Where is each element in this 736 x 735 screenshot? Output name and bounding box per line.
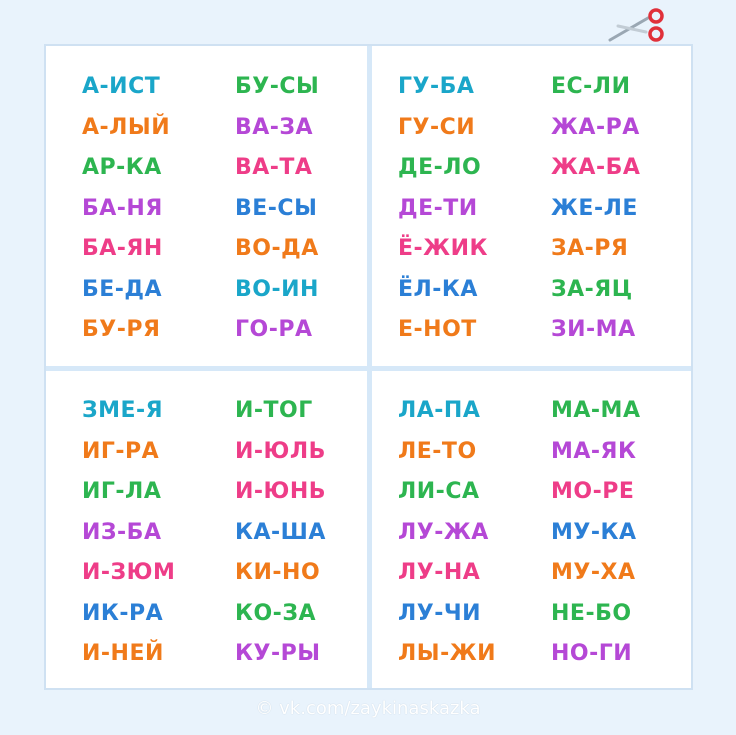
syllable-word: Ё-ЖИК — [398, 236, 488, 261]
syllable-word: ИЗ-БА — [82, 519, 162, 545]
syllable-word: БА-НЯ — [82, 195, 163, 221]
syllable-word: ИГ-РА — [82, 438, 160, 464]
syllable-word: ГО-РА — [235, 317, 313, 342]
syllable-word: И-ЮНЬ — [235, 479, 327, 504]
syllable-word: ГУ-БА — [398, 74, 475, 99]
syllable-word: А-ИСТ — [82, 74, 161, 99]
syllable-word: Е-НОТ — [398, 317, 477, 342]
syllable-word: ЛЫ-ЖИ — [398, 641, 497, 666]
syllable-word: ЗИ-МА — [551, 317, 636, 342]
syllable-word: ЖА-РА — [551, 114, 640, 140]
syllable-word: И-ЗЮМ — [82, 560, 176, 585]
syllable-word: ВО-ДА — [235, 236, 319, 261]
syllable-word: ЗА-ЯЦ — [551, 276, 633, 302]
syllable-word: ВО-ИН — [235, 276, 319, 302]
syllable-word: МО-РЕ — [551, 479, 635, 504]
syllable-word: КА-ША — [235, 519, 326, 545]
syllable-word: БЕ-ДА — [82, 276, 163, 302]
syllable-word: БА-ЯН — [82, 236, 163, 261]
syllable-word: ВА-ТА — [235, 155, 313, 180]
syllable-word: КИ-НО — [235, 560, 321, 585]
syllable-word: МА-ЯК — [551, 438, 637, 464]
syllable-word: ЛУ-НА — [398, 560, 481, 585]
syllable-word: ВА-ЗА — [235, 114, 314, 140]
syllable-word: БУ-РЯ — [82, 317, 161, 342]
syllable-word: ГУ-СИ — [398, 114, 476, 140]
syllable-word: ЖА-БА — [551, 155, 641, 180]
syllable-word: И-ТОГ — [235, 398, 313, 423]
syllable-word: ЛА-ПА — [398, 398, 481, 423]
syllable-word: КУ-РЫ — [235, 641, 321, 666]
syllable-word: НО-ГИ — [551, 641, 633, 666]
syllable-word: КО-ЗА — [235, 600, 316, 626]
syllable-word: МУ-ХА — [551, 560, 636, 585]
horizontal-divider — [46, 366, 691, 371]
syllable-word: МУ-КА — [551, 519, 637, 545]
syllable-word: И-НЕЙ — [82, 641, 164, 666]
scissors-icon — [608, 6, 668, 44]
syllable-word: ЛЕ-ТО — [398, 438, 477, 464]
syllable-word: ЕС-ЛИ — [551, 74, 631, 99]
syllable-word: ЗМЕ-Я — [82, 398, 164, 423]
syllable-word: ДЕ-ТИ — [398, 195, 478, 221]
syllable-word: ЛИ-СА — [398, 479, 480, 504]
syllable-word: ЛУ-ЧИ — [398, 600, 482, 626]
syllable-word: ИГ-ЛА — [82, 479, 162, 504]
syllable-word: А-ЛЫЙ — [82, 114, 171, 140]
syllable-word: АР-КА — [82, 155, 162, 180]
syllable-word: ЛУ-ЖА — [398, 519, 489, 545]
syllable-word: МА-МА — [551, 398, 641, 423]
syllable-word: И-ЮЛЬ — [235, 438, 326, 464]
syllable-card — [44, 44, 693, 690]
syllable-word: ВЕ-СЫ — [235, 195, 318, 221]
syllable-word: ДЕ-ЛО — [398, 155, 482, 180]
syllable-word: БУ-СЫ — [235, 74, 320, 99]
syllable-word: ЗА-РЯ — [551, 236, 629, 261]
footer-watermark: © vk.com/zaykinaskazka — [255, 698, 481, 719]
syllable-word: ИК-РА — [82, 600, 164, 626]
syllable-word: НЕ-БО — [551, 600, 632, 626]
syllable-word: ЖЕ-ЛЕ — [551, 195, 638, 221]
syllable-word: ЁЛ-КА — [398, 276, 478, 302]
